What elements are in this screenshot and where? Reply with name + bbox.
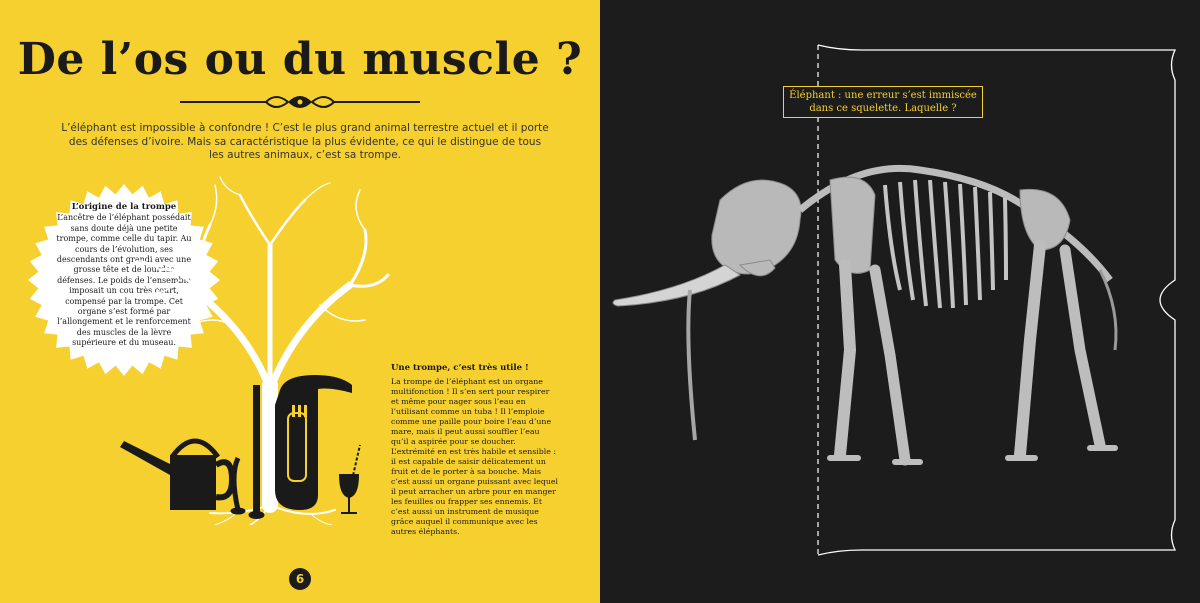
horn-icon [231, 458, 245, 514]
badge-title: L’origine de la trompe [71, 202, 177, 212]
elephant-skeleton-image [600, 140, 1200, 490]
ornament-divider [180, 92, 420, 112]
watering-can-icon [120, 441, 232, 510]
sidebar-title: Une trompe, c’est très utile ! [391, 363, 529, 373]
glass-straw-icon [340, 445, 360, 513]
page-title: De l’os ou du muscle ? [17, 34, 583, 85]
sidebar-text [391, 363, 559, 537]
ribs [885, 180, 1006, 308]
sidebar-body: La trompe de l’éléphant est un organe multifonction ! Il s’en sert pour respirer et même pour nager sous l’eau en l’utilisant comme un tuba ! Il l’emploie comme une paille pour boire l’eau d’une mare, mais il peut aussi souffler l’eau qu’il a aspirée pour se doucher. L’extrémité en est très habile et sensible : il est capable de saisir délicatement un fruit et de le porter à sa bouche. Mais c’est aussi un organe puissant avec lequel il peut arracher un arbre pour en manger les feuilles ou frapper ses ennemis. Et c’est aussi un instrument de musique grâce auquel il communique avec les autres éléphants. [391, 377, 558, 536]
page-number: 6 [289, 568, 311, 590]
tuba-icon [275, 375, 352, 510]
right-page [600, 0, 1200, 603]
caption-box: Éléphant : une erreur s’est immiscée dans ce squelette. Laquelle ? [783, 86, 983, 118]
intro-paragraph: L’éléphant est impossible à confondre ! C’est le plus grand animal terrestre actuel et il porte des défenses d’ivoire. Mais sa caractéristique la plus évidente, ce qui le distingue de tous les autres animaux, c’est sa trompe. [61, 122, 549, 161]
tree-instruments-illustration [120, 175, 390, 525]
badge-body: L’ancêtre de l’éléphant possédait sans doute déjà une petite trompe, comme celle du tapir. Au cours de l’évolution, ses descendants ont grandi avec une grosse tête et de lourdes défenses. Le poids de l’ensemble imposait un cou très court, compensé par la trompe. Cet organe s’est formé par l’allongement et le renforcement des muscles de la lèvre supérieure et du museau. [56, 213, 192, 348]
legs [830, 245, 1115, 462]
